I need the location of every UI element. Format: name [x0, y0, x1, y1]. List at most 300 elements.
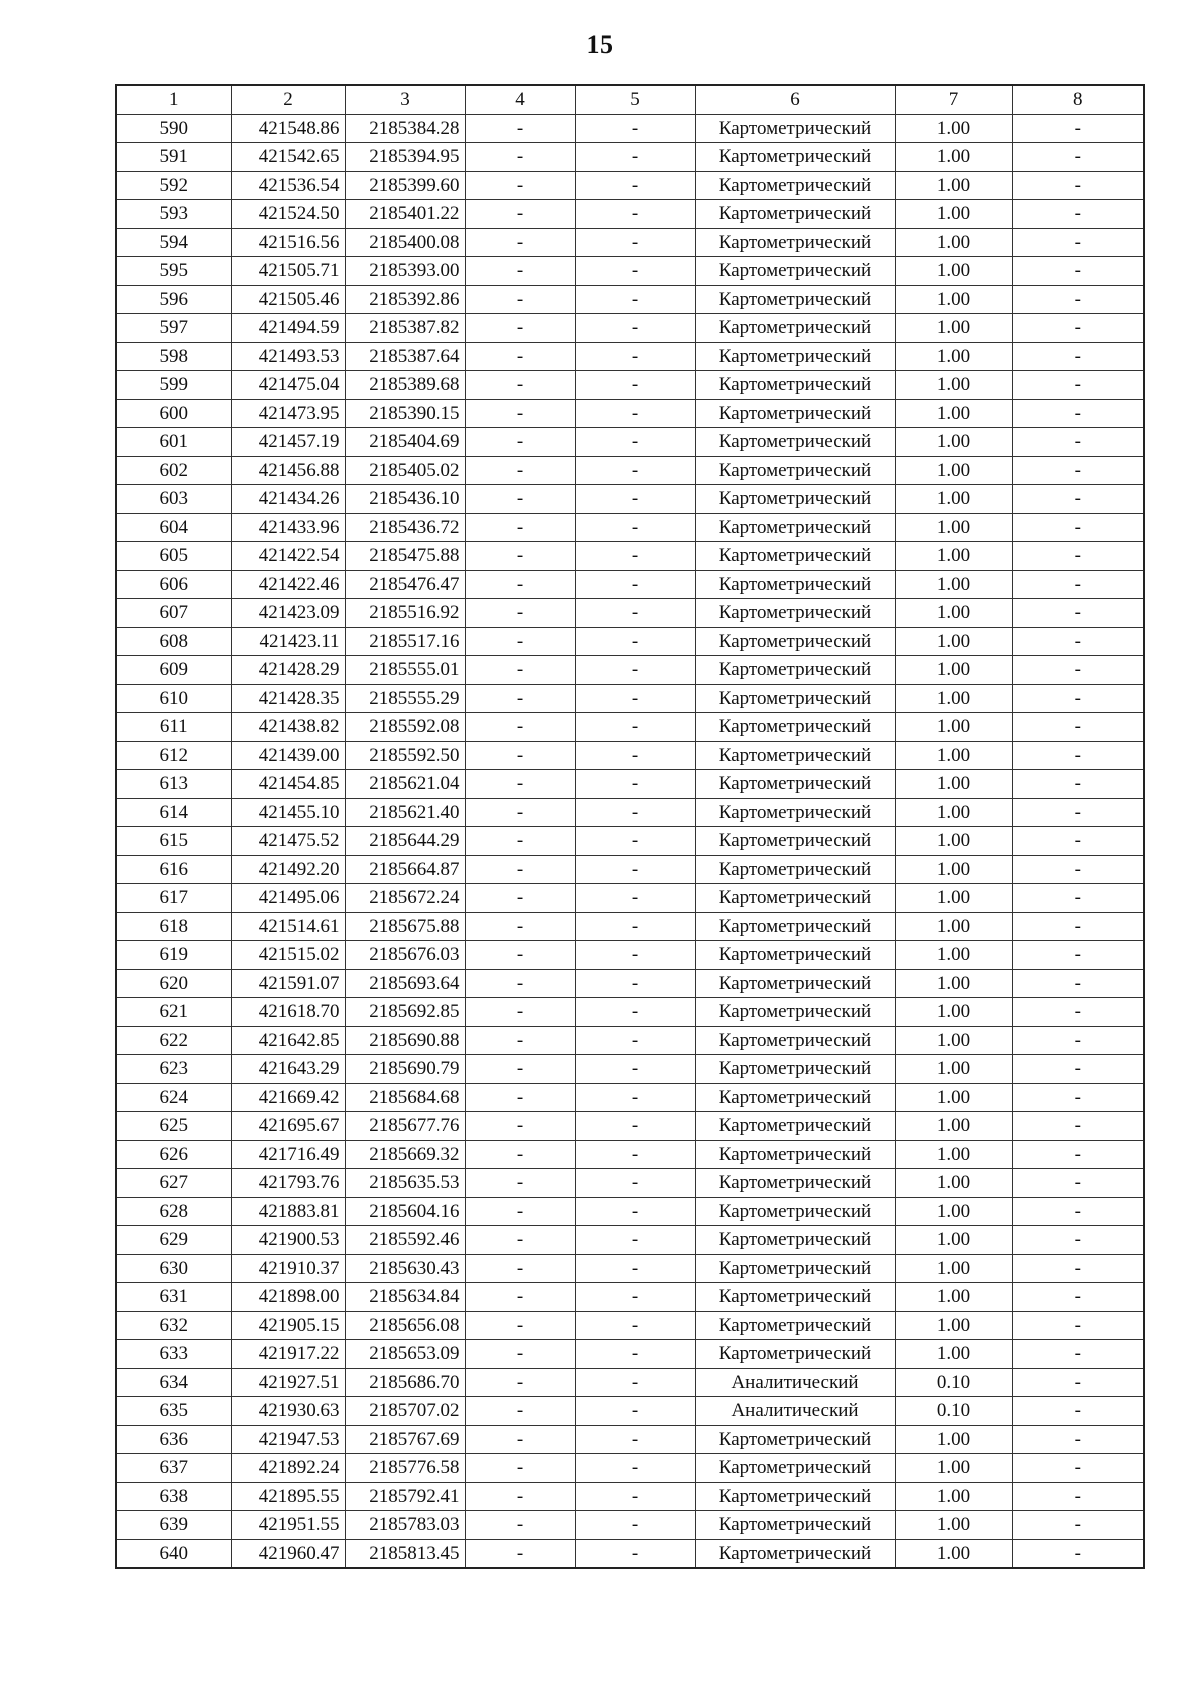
accuracy-cell: 1.00	[895, 1283, 1012, 1312]
method-cell: Картометрический	[695, 1254, 895, 1283]
coordinate-x-cell: 421898.00	[231, 1283, 345, 1312]
col-8-value-cell: -	[1012, 656, 1144, 685]
coordinate-x-cell: 421542.65	[231, 143, 345, 172]
table-row	[116, 1397, 1144, 1426]
col-4-value-cell: -	[465, 1283, 575, 1312]
table-row	[116, 684, 1144, 713]
col-8-value-cell: -	[1012, 998, 1144, 1027]
method-cell: Картометрический	[695, 114, 895, 143]
table-row	[116, 428, 1144, 457]
col-8-value-cell: -	[1012, 912, 1144, 941]
coordinate-x-cell: 421716.49	[231, 1140, 345, 1169]
coordinate-y-cell: 2185669.32	[345, 1140, 465, 1169]
coordinate-y-cell: 2185630.43	[345, 1254, 465, 1283]
point-number-cell: 622	[116, 1026, 231, 1055]
table-row	[116, 1254, 1144, 1283]
col-5-value-cell: -	[575, 1140, 695, 1169]
col-4-value-cell: -	[465, 456, 575, 485]
coordinate-x-cell: 421428.35	[231, 684, 345, 713]
coordinate-y-cell: 2185516.92	[345, 599, 465, 628]
method-cell: Картометрический	[695, 713, 895, 742]
col-4-value-cell: -	[465, 941, 575, 970]
method-cell: Картометрический	[695, 257, 895, 286]
col-4-value-cell: -	[465, 428, 575, 457]
point-number-cell: 617	[116, 884, 231, 913]
col-8-value-cell: -	[1012, 1511, 1144, 1540]
col-4-value-cell: -	[465, 171, 575, 200]
method-cell: Картометрический	[695, 1340, 895, 1369]
accuracy-cell: 1.00	[895, 1055, 1012, 1084]
accuracy-cell: 1.00	[895, 371, 1012, 400]
col-5-value-cell: -	[575, 371, 695, 400]
coordinate-x-cell: 421439.00	[231, 741, 345, 770]
accuracy-cell: 1.00	[895, 513, 1012, 542]
col-4-value-cell: -	[465, 770, 575, 799]
col-4-value-cell: -	[465, 1368, 575, 1397]
method-cell: Картометрический	[695, 570, 895, 599]
col-5-value-cell: -	[575, 941, 695, 970]
col-5-value-cell: -	[575, 912, 695, 941]
col-8-value-cell: -	[1012, 542, 1144, 571]
point-number-cell: 598	[116, 342, 231, 371]
method-cell: Картометрический	[695, 485, 895, 514]
coordinate-y-cell: 2185555.29	[345, 684, 465, 713]
col-4-value-cell: -	[465, 1482, 575, 1511]
table-row	[116, 1482, 1144, 1511]
point-number-cell: 634	[116, 1368, 231, 1397]
point-number-cell: 612	[116, 741, 231, 770]
col-4-value-cell: -	[465, 1311, 575, 1340]
coordinate-y-cell: 2185692.85	[345, 998, 465, 1027]
accuracy-cell: 1.00	[895, 1083, 1012, 1112]
coordinate-x-cell: 421454.85	[231, 770, 345, 799]
col-8-value-cell: -	[1012, 371, 1144, 400]
table-row	[116, 798, 1144, 827]
col-5-value-cell: -	[575, 713, 695, 742]
method-cell: Картометрический	[695, 228, 895, 257]
table-row	[116, 228, 1144, 257]
coordinate-x-cell: 421618.70	[231, 998, 345, 1027]
table-row	[116, 770, 1144, 799]
accuracy-cell: 1.00	[895, 1425, 1012, 1454]
col-4-value-cell: -	[465, 114, 575, 143]
col-8-value-cell: -	[1012, 713, 1144, 742]
col-5-value-cell: -	[575, 171, 695, 200]
coordinate-x-cell: 421793.76	[231, 1169, 345, 1198]
col-5-value-cell: -	[575, 1539, 695, 1568]
table-row	[116, 941, 1144, 970]
col-5-value-cell: -	[575, 285, 695, 314]
point-number-cell: 625	[116, 1112, 231, 1141]
accuracy-cell: 1.00	[895, 200, 1012, 229]
col-5-value-cell: -	[575, 485, 695, 514]
table-row	[116, 143, 1144, 172]
col-5-value-cell: -	[575, 741, 695, 770]
accuracy-cell: 1.00	[895, 1169, 1012, 1198]
coordinate-x-cell: 421457.19	[231, 428, 345, 457]
coordinate-y-cell: 2185690.79	[345, 1055, 465, 1084]
col-4-value-cell: -	[465, 798, 575, 827]
table-row	[116, 485, 1144, 514]
coordinate-x-cell: 421493.53	[231, 342, 345, 371]
table-row	[116, 542, 1144, 571]
col-4-value-cell: -	[465, 599, 575, 628]
coordinate-y-cell: 2185405.02	[345, 456, 465, 485]
col-8-value-cell: -	[1012, 456, 1144, 485]
col-8-value-cell: -	[1012, 1226, 1144, 1255]
col-8-value-cell: -	[1012, 1425, 1144, 1454]
method-cell: Картометрический	[695, 941, 895, 970]
col-4-value-cell: -	[465, 314, 575, 343]
col-5-value-cell: -	[575, 513, 695, 542]
method-cell: Картометрический	[695, 1026, 895, 1055]
point-number-cell: 593	[116, 200, 231, 229]
point-number-cell: 624	[116, 1083, 231, 1112]
col-8-value-cell: -	[1012, 1026, 1144, 1055]
col-5-value-cell: -	[575, 1397, 695, 1426]
col-8-value-cell: -	[1012, 314, 1144, 343]
coordinate-y-cell: 2185677.76	[345, 1112, 465, 1141]
col-8-value-cell: -	[1012, 1140, 1144, 1169]
coordinate-y-cell: 2185475.88	[345, 542, 465, 571]
method-cell: Картометрический	[695, 371, 895, 400]
col-5-value-cell: -	[575, 114, 695, 143]
col-4-value-cell: -	[465, 257, 575, 286]
accuracy-cell: 1.00	[895, 998, 1012, 1027]
coordinate-x-cell: 421960.47	[231, 1539, 345, 1568]
method-cell: Картометрический	[695, 1055, 895, 1084]
point-number-cell: 616	[116, 855, 231, 884]
point-number-cell: 611	[116, 713, 231, 742]
col-8-value-cell: -	[1012, 114, 1144, 143]
accuracy-cell: 1.00	[895, 1026, 1012, 1055]
coordinate-y-cell: 2185390.15	[345, 399, 465, 428]
col-8-value-cell: -	[1012, 200, 1144, 229]
header-row	[116, 85, 1144, 114]
col-8-value-cell: -	[1012, 1311, 1144, 1340]
method-cell: Аналитический	[695, 1368, 895, 1397]
col-8-value-cell: -	[1012, 941, 1144, 970]
coordinate-y-cell: 2185653.09	[345, 1340, 465, 1369]
method-cell: Картометрический	[695, 1169, 895, 1198]
col-5-value-cell: -	[575, 1026, 695, 1055]
col-8-value-cell: -	[1012, 798, 1144, 827]
col-4-value-cell: -	[465, 200, 575, 229]
method-cell: Картометрический	[695, 1140, 895, 1169]
col-8-value-cell: -	[1012, 1482, 1144, 1511]
coordinate-y-cell: 2185635.53	[345, 1169, 465, 1198]
point-number-cell: 608	[116, 627, 231, 656]
col-8-value-cell: -	[1012, 969, 1144, 998]
method-cell: Картометрический	[695, 542, 895, 571]
col-8-value-cell: -	[1012, 428, 1144, 457]
method-cell: Картометрический	[695, 1454, 895, 1483]
col-4-value-cell: -	[465, 998, 575, 1027]
table-row	[116, 399, 1144, 428]
col-5-value-cell: -	[575, 1254, 695, 1283]
col-8-value-cell: -	[1012, 1454, 1144, 1483]
col-4-value-cell: -	[465, 570, 575, 599]
coordinate-y-cell: 2185592.08	[345, 713, 465, 742]
coordinate-y-cell: 2185399.60	[345, 171, 465, 200]
coordinate-x-cell: 421643.29	[231, 1055, 345, 1084]
col-4-value-cell: -	[465, 1511, 575, 1540]
col-4-value-cell: -	[465, 371, 575, 400]
coordinate-y-cell: 2185393.00	[345, 257, 465, 286]
col-4-value-cell: -	[465, 399, 575, 428]
col-5-value-cell: -	[575, 314, 695, 343]
coordinate-y-cell: 2185476.47	[345, 570, 465, 599]
coordinate-y-cell: 2185436.72	[345, 513, 465, 542]
col-5-value-cell: -	[575, 1226, 695, 1255]
column-header-7: 7	[895, 85, 1012, 114]
point-number-cell: 640	[116, 1539, 231, 1568]
accuracy-cell: 1.00	[895, 1197, 1012, 1226]
col-4-value-cell: -	[465, 1026, 575, 1055]
table-row	[116, 656, 1144, 685]
col-8-value-cell: -	[1012, 399, 1144, 428]
col-8-value-cell: -	[1012, 1055, 1144, 1084]
col-5-value-cell: -	[575, 770, 695, 799]
method-cell: Картометрический	[695, 827, 895, 856]
accuracy-cell: 1.00	[895, 257, 1012, 286]
table-row	[116, 513, 1144, 542]
accuracy-cell: 1.00	[895, 713, 1012, 742]
col-5-value-cell: -	[575, 1169, 695, 1198]
method-cell: Картометрический	[695, 1511, 895, 1540]
column-header-5: 5	[575, 85, 695, 114]
col-4-value-cell: -	[465, 1226, 575, 1255]
accuracy-cell: 1.00	[895, 1340, 1012, 1369]
col-5-value-cell: -	[575, 1055, 695, 1084]
point-number-cell: 590	[116, 114, 231, 143]
col-8-value-cell: -	[1012, 485, 1144, 514]
col-5-value-cell: -	[575, 855, 695, 884]
col-8-value-cell: -	[1012, 342, 1144, 371]
col-4-value-cell: -	[465, 1397, 575, 1426]
accuracy-cell: 1.00	[895, 770, 1012, 799]
coordinate-y-cell: 2185690.88	[345, 1026, 465, 1055]
table-row	[116, 1283, 1144, 1312]
col-4-value-cell: -	[465, 741, 575, 770]
method-cell: Картометрический	[695, 428, 895, 457]
table-row	[116, 1083, 1144, 1112]
col-4-value-cell: -	[465, 656, 575, 685]
col-8-value-cell: -	[1012, 1283, 1144, 1312]
coordinate-y-cell: 2185634.84	[345, 1283, 465, 1312]
col-4-value-cell: -	[465, 969, 575, 998]
coordinates-table	[115, 84, 1145, 1569]
coordinate-x-cell: 421669.42	[231, 1083, 345, 1112]
col-8-value-cell: -	[1012, 1539, 1144, 1568]
col-8-value-cell: -	[1012, 855, 1144, 884]
coordinate-x-cell: 421495.06	[231, 884, 345, 913]
coordinate-y-cell: 2185436.10	[345, 485, 465, 514]
accuracy-cell: 1.00	[895, 855, 1012, 884]
coordinate-x-cell: 421433.96	[231, 513, 345, 542]
point-number-cell: 623	[116, 1055, 231, 1084]
coordinate-x-cell: 421473.95	[231, 399, 345, 428]
col-4-value-cell: -	[465, 1539, 575, 1568]
coordinate-x-cell: 421455.10	[231, 798, 345, 827]
coordinate-y-cell: 2185672.24	[345, 884, 465, 913]
col-5-value-cell: -	[575, 228, 695, 257]
point-number-cell: 602	[116, 456, 231, 485]
accuracy-cell: 1.00	[895, 912, 1012, 941]
coordinate-y-cell: 2185644.29	[345, 827, 465, 856]
coordinate-x-cell: 421475.52	[231, 827, 345, 856]
col-8-value-cell: -	[1012, 770, 1144, 799]
table-row	[116, 998, 1144, 1027]
col-4-value-cell: -	[465, 1197, 575, 1226]
col-4-value-cell: -	[465, 1169, 575, 1198]
col-8-value-cell: -	[1012, 827, 1144, 856]
col-4-value-cell: -	[465, 1112, 575, 1141]
col-8-value-cell: -	[1012, 1397, 1144, 1426]
coordinate-x-cell: 421422.54	[231, 542, 345, 571]
accuracy-cell: 1.00	[895, 1140, 1012, 1169]
col-4-value-cell: -	[465, 485, 575, 514]
coordinate-x-cell: 421900.53	[231, 1226, 345, 1255]
point-number-cell: 610	[116, 684, 231, 713]
point-number-cell: 630	[116, 1254, 231, 1283]
coordinate-x-cell: 421524.50	[231, 200, 345, 229]
table-row	[116, 342, 1144, 371]
coordinate-x-cell: 421516.56	[231, 228, 345, 257]
col-5-value-cell: -	[575, 1340, 695, 1369]
point-number-cell: 601	[116, 428, 231, 457]
table-row	[116, 627, 1144, 656]
accuracy-cell: 1.00	[895, 684, 1012, 713]
method-cell: Картометрический	[695, 855, 895, 884]
method-cell: Картометрический	[695, 456, 895, 485]
column-header-8: 8	[1012, 85, 1144, 114]
coordinate-x-cell: 421515.02	[231, 941, 345, 970]
col-5-value-cell: -	[575, 969, 695, 998]
col-4-value-cell: -	[465, 713, 575, 742]
coordinate-x-cell: 421434.26	[231, 485, 345, 514]
accuracy-cell: 1.00	[895, 1539, 1012, 1568]
table-row	[116, 713, 1144, 742]
col-5-value-cell: -	[575, 1311, 695, 1340]
col-5-value-cell: -	[575, 570, 695, 599]
col-8-value-cell: -	[1012, 143, 1144, 172]
coordinate-x-cell: 421895.55	[231, 1482, 345, 1511]
point-number-cell: 632	[116, 1311, 231, 1340]
col-5-value-cell: -	[575, 257, 695, 286]
point-number-cell: 629	[116, 1226, 231, 1255]
point-number-cell: 600	[116, 399, 231, 428]
col-8-value-cell: -	[1012, 228, 1144, 257]
table-row	[116, 1055, 1144, 1084]
col-8-value-cell: -	[1012, 285, 1144, 314]
table-row	[116, 1539, 1144, 1568]
coordinate-x-cell: 421947.53	[231, 1425, 345, 1454]
coordinate-x-cell: 421892.24	[231, 1454, 345, 1483]
table-row	[116, 1454, 1144, 1483]
method-cell: Картометрический	[695, 627, 895, 656]
method-cell: Картометрический	[695, 1482, 895, 1511]
table-row	[116, 114, 1144, 143]
coordinate-x-cell: 421494.59	[231, 314, 345, 343]
accuracy-cell: 0.10	[895, 1368, 1012, 1397]
coordinate-y-cell: 2185400.08	[345, 228, 465, 257]
col-8-value-cell: -	[1012, 684, 1144, 713]
point-number-cell: 597	[116, 314, 231, 343]
col-8-value-cell: -	[1012, 1112, 1144, 1141]
method-cell: Картометрический	[695, 656, 895, 685]
method-cell: Картометрический	[695, 770, 895, 799]
table-row	[116, 1311, 1144, 1340]
table-row	[116, 912, 1144, 941]
accuracy-cell: 1.00	[895, 1482, 1012, 1511]
method-cell: Картометрический	[695, 399, 895, 428]
col-4-value-cell: -	[465, 1340, 575, 1369]
point-number-cell: 615	[116, 827, 231, 856]
col-5-value-cell: -	[575, 827, 695, 856]
accuracy-cell: 1.00	[895, 456, 1012, 485]
col-5-value-cell: -	[575, 1425, 695, 1454]
method-cell: Картометрический	[695, 1283, 895, 1312]
coordinate-y-cell: 2185394.95	[345, 143, 465, 172]
col-4-value-cell: -	[465, 342, 575, 371]
method-cell: Картометрический	[695, 1311, 895, 1340]
table-row	[116, 741, 1144, 770]
coordinate-x-cell: 421422.46	[231, 570, 345, 599]
coordinate-x-cell: 421930.63	[231, 1397, 345, 1426]
point-number-cell: 607	[116, 599, 231, 628]
column-header-6: 6	[695, 85, 895, 114]
coordinate-y-cell: 2185693.64	[345, 969, 465, 998]
coordinate-y-cell: 2185392.86	[345, 285, 465, 314]
method-cell: Картометрический	[695, 798, 895, 827]
method-cell: Картометрический	[695, 741, 895, 770]
table-row	[116, 371, 1144, 400]
col-4-value-cell: -	[465, 1454, 575, 1483]
col-5-value-cell: -	[575, 1368, 695, 1397]
table-row	[116, 1197, 1144, 1226]
col-8-value-cell: -	[1012, 1254, 1144, 1283]
point-number-cell: 619	[116, 941, 231, 970]
col-4-value-cell: -	[465, 684, 575, 713]
point-number-cell: 613	[116, 770, 231, 799]
method-cell: Картометрический	[695, 314, 895, 343]
coordinate-x-cell: 421536.54	[231, 171, 345, 200]
coordinate-x-cell: 421505.46	[231, 285, 345, 314]
point-number-cell: 631	[116, 1283, 231, 1312]
point-number-cell: 594	[116, 228, 231, 257]
col-5-value-cell: -	[575, 1454, 695, 1483]
coordinate-y-cell: 2185517.16	[345, 627, 465, 656]
table-body	[116, 114, 1144, 1568]
coordinate-y-cell: 2185684.68	[345, 1083, 465, 1112]
point-number-cell: 626	[116, 1140, 231, 1169]
col-4-value-cell: -	[465, 827, 575, 856]
col-5-value-cell: -	[575, 1511, 695, 1540]
coordinate-x-cell: 421910.37	[231, 1254, 345, 1283]
accuracy-cell: 1.00	[895, 114, 1012, 143]
accuracy-cell: 1.00	[895, 570, 1012, 599]
coordinate-x-cell: 421591.07	[231, 969, 345, 998]
coordinate-y-cell: 2185792.41	[345, 1482, 465, 1511]
accuracy-cell: 1.00	[895, 314, 1012, 343]
accuracy-cell: 1.00	[895, 1112, 1012, 1141]
table-row	[116, 1026, 1144, 1055]
col-8-value-cell: -	[1012, 1083, 1144, 1112]
table-row	[116, 200, 1144, 229]
table-row	[116, 1140, 1144, 1169]
col-8-value-cell: -	[1012, 1340, 1144, 1369]
